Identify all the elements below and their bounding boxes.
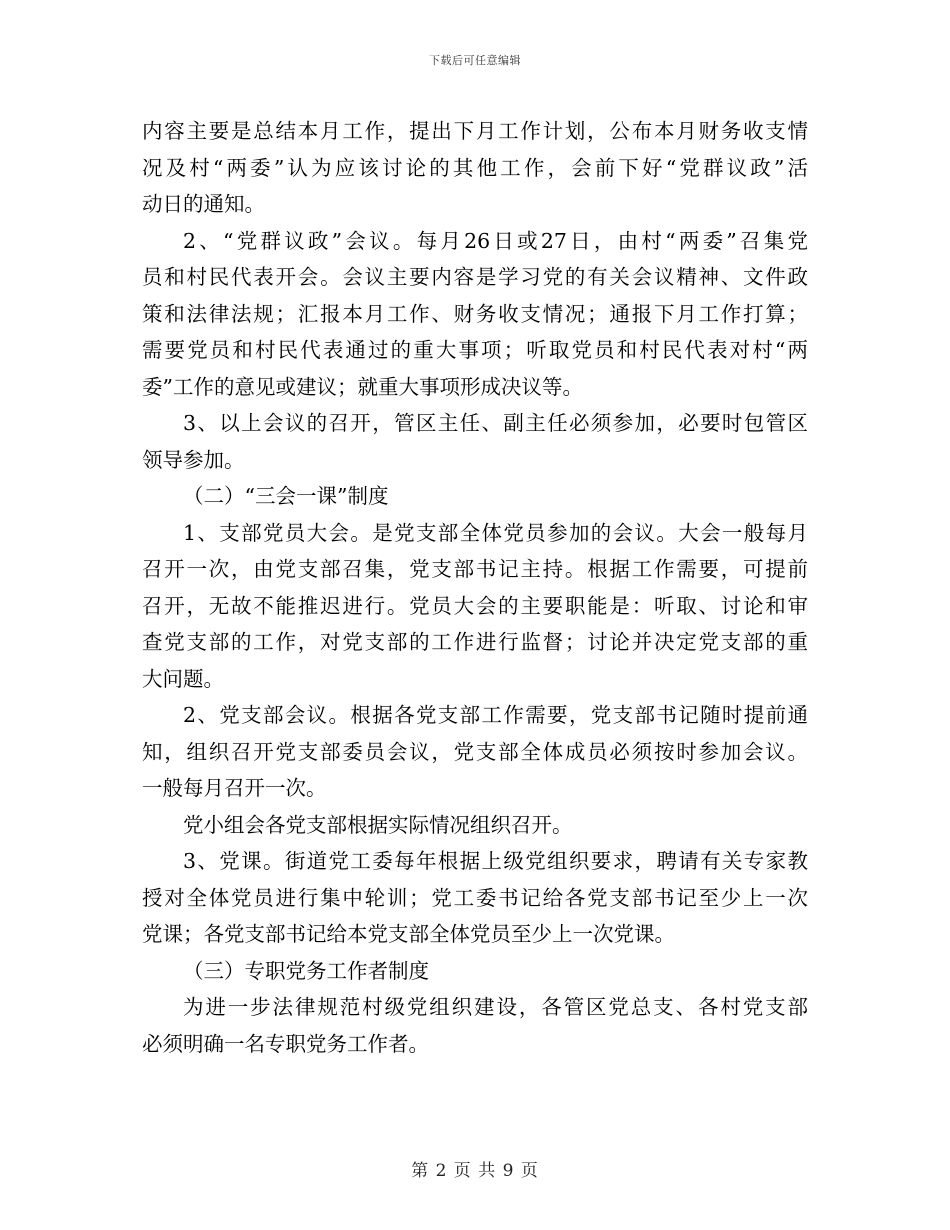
text-line: 2、党支部会议。根据各党支部工作需要，党支部书记随时提前通: [183, 703, 808, 727]
text-line: 一般每月召开一次。: [142, 776, 327, 800]
text-line: 授对全体党员进行集中轮训；党工委书记给各党支部书记至少上一次: [142, 885, 808, 910]
text-line: 为进一步法律规范村级党组织建设，各管区党总支、各村党支部: [183, 995, 808, 1019]
page-number-footer: 第 2 页 共 9 页: [411, 1161, 539, 1181]
section-heading: （二）“三会一课”制度: [183, 484, 389, 508]
text-line: 党课；各党支部书记给本党支部全体党员至少上一次党课。: [142, 922, 675, 946]
text-line: 3、以上会议的召开，管区主任、副主任必须参加，必要时包管区: [183, 411, 808, 435]
text-line: 领导参加。: [142, 447, 245, 472]
text-line: 召开，无故不能推迟进行。党员大会的主要职能是：听取、讨论和审: [142, 593, 808, 618]
text-line: 内容主要是总结本月工作，提出下月工作计划，公布本月财务收支情: [142, 119, 808, 143]
text-line: 2、“党群议政”会议。每月26日或27日，由村“两委”召集党: [183, 228, 808, 253]
text-line: 策和法律法规；汇报本月工作、财务收支情况；通报下月工作打算；: [142, 301, 808, 326]
text-line: 查党支部的工作，对党支部的工作进行监督；讨论并决定党支部的重: [142, 630, 808, 654]
text-line: 委”工作的意见或建议；就重大事项形成决议等。: [142, 374, 583, 399]
text-line: 员和村民代表开会。会议主要内容是学习党的有关会议精神、文件政: [142, 265, 808, 289]
text-line: 3、党课。街道党工委每年根据上级党组织要求，聘请有关专家教: [183, 849, 808, 873]
text-line: 需要党员和村民代表通过的重大事项；听取党员和村民代表对村“两: [142, 338, 808, 362]
text-line: 党小组会各党支部根据实际情况组织召开。: [183, 812, 573, 837]
page-header: 下载后可任意编辑: [429, 54, 521, 67]
text-line: 大问题。: [142, 666, 224, 691]
text-line: 1、支部党员大会。是党支部全体党员参加的会议。大会一般每月: [183, 520, 808, 545]
text-line: 召开一次，由党支部召集，党支部书记主持。根据工作需要，可提前: [142, 557, 808, 581]
document-body: [142, 113, 808, 1062]
text-line: 况及村“两委”认为应该讨论的其他工作，会前下好“党群议政”活: [142, 155, 808, 180]
text-line: 必须明确一名专职党务工作者。: [142, 1031, 429, 1056]
text-line: 动日的通知。: [142, 192, 265, 216]
section-heading: （三）专职党务工作者制度: [183, 958, 429, 983]
text-line: 知，组织召开党支部委员会议，党支部全体成员必须按时参加会议。: [142, 739, 808, 764]
